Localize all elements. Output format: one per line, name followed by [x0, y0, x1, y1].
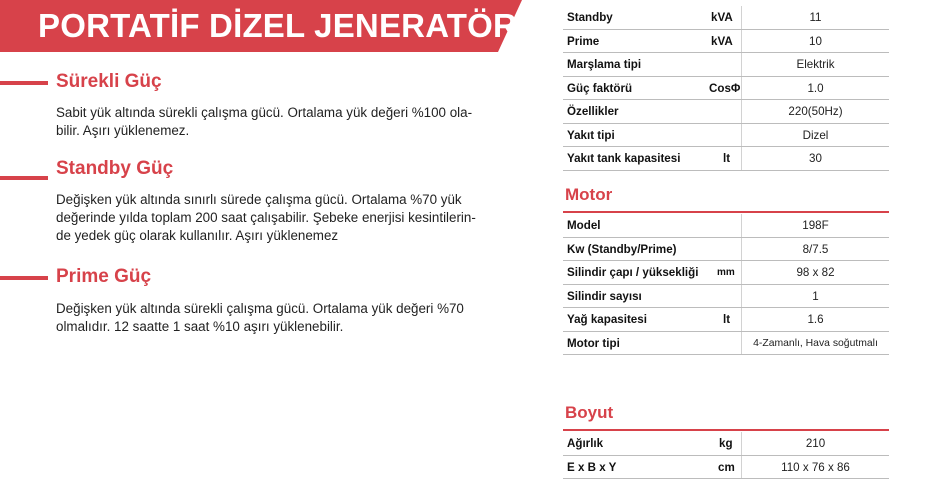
row-label: Kw (Standby/Prime)	[567, 242, 677, 256]
row-value: 11	[809, 11, 822, 24]
row-label: Güç faktörü	[567, 81, 633, 95]
table-row	[563, 214, 889, 238]
section-heading-standby: Standby Güç	[56, 158, 174, 179]
row-unit: kVA	[711, 11, 733, 24]
divider	[563, 211, 889, 213]
row-unit: mm	[717, 267, 735, 278]
boyut-heading: Boyut	[565, 403, 614, 422]
table-row	[563, 147, 889, 171]
generator-spec-table	[563, 6, 889, 171]
section-heading-prime: Prime Güç	[56, 266, 152, 287]
row-value: 98 x 82	[796, 266, 835, 279]
row-label: Prime	[567, 34, 600, 48]
table-row	[563, 77, 889, 101]
row-value: Elektrik	[796, 58, 835, 71]
row-value: 1.6	[807, 313, 824, 326]
text-line: olmalıdır. 12 saatte 1 saat %10 aşırı yüklenebilir.	[56, 319, 344, 334]
table-row	[563, 456, 889, 480]
section-text-prime	[56, 300, 506, 336]
row-label: Yakıt tank kapasitesi	[567, 152, 681, 165]
row-value: Dizel	[802, 128, 829, 142]
row-value: 4-Zamanlı, Hava soğutmalı	[753, 337, 878, 349]
row-value: 210	[805, 437, 826, 450]
row-value: 1	[812, 289, 819, 303]
row-label: Ağırlık	[567, 437, 604, 450]
row-value: 220(50Hz)	[788, 105, 843, 118]
row-label: Motor tipi	[567, 336, 620, 350]
row-label: Silindir sayısı	[567, 289, 642, 303]
table-row	[563, 261, 889, 285]
row-label: Model	[567, 219, 601, 232]
section-text-surekli	[56, 104, 506, 140]
boyut-spec-table	[563, 432, 889, 479]
row-unit: kVA	[711, 34, 733, 48]
table-row	[563, 124, 889, 148]
table-row	[563, 100, 889, 124]
row-label: Yağ kapasitesi	[567, 313, 647, 326]
section-marker	[0, 176, 48, 180]
table-row	[563, 432, 889, 456]
motor-spec-table	[563, 214, 889, 355]
text-line: Değişken yük altında sürekli çalışma gücü. Ortalama yük değeri %70	[56, 301, 464, 316]
section-heading-surekli: Sürekli Güç	[56, 71, 162, 92]
divider	[563, 429, 889, 431]
row-label: E x B x Y	[567, 460, 617, 474]
row-label: Marşlama tipi	[567, 58, 642, 71]
page-title: PORTATİF DİZEL JENERATÖR	[38, 7, 518, 44]
row-value: 110 x 76 x 86	[781, 460, 850, 474]
text-line: Sabit yük altında sürekli çalışma gücü. Ortalama yük değeri %100 ola-	[56, 105, 473, 120]
row-label: Standby	[567, 11, 613, 24]
table-row	[563, 285, 889, 309]
section-marker	[0, 276, 48, 280]
row-unit: cm	[718, 460, 735, 474]
row-value: 1.0	[807, 81, 824, 95]
row-label: Silindir çapı / yüksekliği	[567, 266, 699, 279]
row-label: Yakıt tipi	[567, 128, 615, 142]
section-text-standby	[56, 191, 506, 245]
table-row	[563, 53, 889, 77]
table-row	[563, 6, 889, 30]
table-row	[563, 238, 889, 262]
row-label: Özellikler	[567, 105, 619, 118]
row-unit: lt	[723, 152, 731, 165]
row-value: 10	[809, 34, 822, 48]
row-unit: lt	[723, 313, 731, 326]
row-value: 30	[809, 152, 822, 165]
table-row	[563, 308, 889, 332]
row-unit: kg	[719, 437, 733, 450]
text-line: bilir. Aşırı yüklenemez.	[56, 123, 190, 138]
table-row	[563, 332, 889, 356]
table-row	[563, 30, 889, 54]
section-marker	[0, 81, 48, 85]
row-value: 198F	[802, 219, 829, 232]
row-value: 8/7.5	[802, 242, 829, 256]
motor-heading: Motor	[565, 185, 613, 204]
text-line: değerinde yılda toplam 200 saat çalışabilir. Şebeke enerjisi kesintilerin-	[56, 210, 476, 225]
text-line: Değişken yük altında sınırlı sürede çalışma gücü. Ortalama %70 yük	[56, 192, 462, 207]
text-line: de yedek güç olarak kullanılır. Aşırı yüklenemez	[56, 228, 339, 243]
row-unit: CosΦ	[709, 81, 741, 95]
